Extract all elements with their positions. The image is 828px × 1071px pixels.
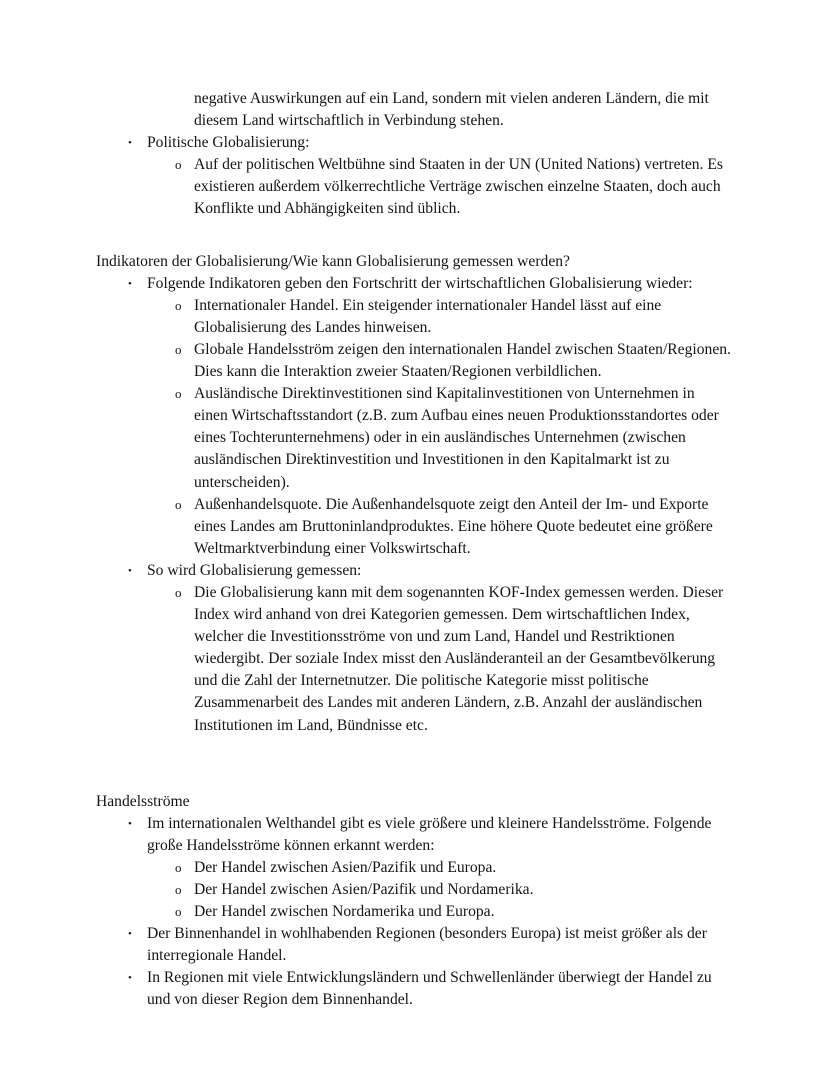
bullet-disc-icon: • [128, 817, 132, 830]
list-item-label: Folgende Indikatoren geben den Fortschritt der wirtschaftlichen Globalisierung wieder: [147, 274, 693, 292]
bullet-circle-icon: o [175, 882, 182, 897]
bullet-disc-icon: • [128, 928, 132, 941]
bullet-circle-icon: o [175, 859, 182, 875]
bullet-disc-icon: • [128, 277, 132, 290]
document-body [96, 88, 732, 1012]
list-item [128, 273, 732, 295]
list-item [175, 857, 732, 879]
list-item [128, 813, 732, 857]
list-item-label: Auf der politischen Weltbühne sind Staaten in der UN (United Nations) vertreten. Es existieren außerdem völkerrechtliche Verträge zwischen einzelne Staaten, doch auch Konflikte und Abhängigkeiten sind üblich. [194, 156, 723, 218]
list-item [128, 560, 732, 582]
list-item [175, 295, 732, 339]
bullet-disc-icon: • [128, 137, 132, 150]
list-item [128, 967, 732, 1011]
bullet-circle-icon: o [175, 496, 182, 512]
section-heading-indikatoren: Indikatoren der Globalisierung/Wie kann Globalisierung gemessen werden? [96, 252, 570, 270]
bullet-circle-icon: o [175, 386, 182, 402]
list-item [175, 339, 732, 383]
list-item [175, 901, 732, 923]
bullet-circle-icon: o [175, 341, 182, 357]
bullet-circle-icon: o [175, 904, 182, 920]
list-item [128, 132, 732, 154]
list-item-label: In Regionen mit viele Entwicklungsländern und Schwellenländer überwiegt der Handel zu und von dieser Region dem Binnenhandel. [147, 969, 712, 1009]
list-item-label: Der Handel zwischen Asien/Pazifik und Europa. [194, 858, 497, 876]
list-item-label: Internationaler Handel. Ein steigender internationaler Handel lässt auf eine Globalisierung des Landes hinweisen. [194, 296, 662, 336]
continuation-paragraph: negative Auswirkungen auf ein Land, sondern mit vielen anderen Ländern, die mit diesem Land wirtschaftlich in Verbindung stehen. [194, 90, 709, 130]
list-item-label: Im internationalen Welthandel gibt es viele größere und kleinere Handelsströme. Folgende große Handelsströme können erkannt werden: [147, 814, 712, 854]
list-item-label: So wird Globalisierung gemessen: [147, 561, 362, 579]
bullet-circle-icon: o [175, 584, 182, 600]
list-item [175, 154, 732, 220]
list-item [175, 383, 732, 493]
bullet-disc-icon: • [128, 972, 132, 985]
list-item-label: Ausländische Direktinvestitionen sind Kapitalinvestitionen von Unternehmen in einen Wirtschaftsstandort (z.B. zum Aufbau eines neuen Produktionsstandortes oder eines Tochterunternehmens) oder in ein ausländisches Unternehmen (zwischen ausländischen Direktinvestition und Investitionen in den Kapitalmarkt ist zu unterscheiden). [194, 385, 719, 491]
list-item-label: Die Globalisierung kann mit dem sogenannten KOF-Index gemessen werden. Dieser Index wird anhand von drei Kategorien gemessen. Dem wirtschaftlichen Index, welcher die Investitionsströme von und zum Land, Handel und Restriktionen wiedergibt. Der soziale Index misst den Ausländeranteil an der Gesamtbevölkerung und die Zahl der Internetnutzer. Die politische Kategorie misst politische Zusammenarbeit des Landes mit anderen Ländern, z.B. Anzahl der ausländischen Institutionen im Land, Bündnisse etc. [194, 583, 724, 734]
section-spacer [96, 767, 732, 791]
list-item-label: Der Handel zwischen Nordamerika und Europa. [194, 903, 495, 921]
list-item-label: Politische Globalisierung: [147, 134, 310, 152]
list-item-label: Globale Handelsström zeigen den internationalen Handel zwischen Staaten/Regionen. Dies kann die Interaktion zweier Staaten/Regionen verbildlichen. [194, 340, 731, 381]
bullet-circle-icon: o [175, 297, 182, 313]
section-spacer [96, 737, 732, 767]
list-item [175, 879, 732, 901]
list-item-label: Der Handel zwischen Asien/Pazifik und Nordamerika. [194, 881, 534, 898]
list-item [175, 582, 732, 737]
bullet-circle-icon: o [175, 157, 182, 173]
section-spacer [96, 221, 732, 251]
list-item [175, 494, 732, 560]
section-heading-handelsstroeme: Handelsströme [96, 792, 190, 810]
list-item-label: Außenhandelsquote. Die Außenhandelsquote zeigt den Anteil der Im- und Exporte eines Landes am Bruttoninlandproduktes. Eine höhere Quote bedeutet eine größere Weltmarktverbindung einer Volkswirtschaft. [194, 495, 713, 557]
bullet-disc-icon: • [128, 564, 132, 577]
list-item-label: Der Binnenhandel in wohlhabenden Regionen (besonders Europa) ist meist größer als der interregionale Handel. [147, 925, 707, 965]
list-item [128, 923, 732, 967]
